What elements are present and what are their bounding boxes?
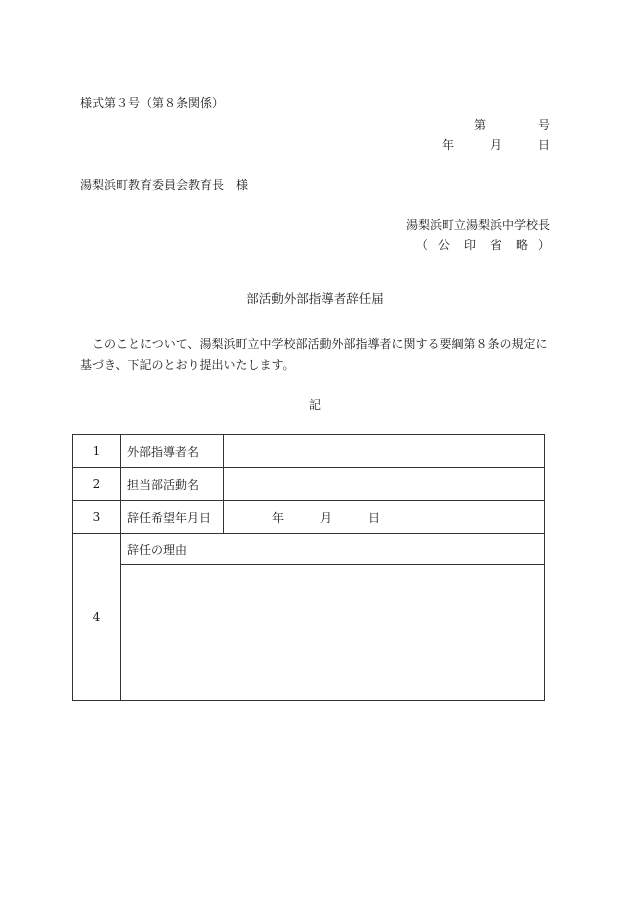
date-year: 年 [441,138,454,152]
form-number: 様式第３号（第８条関係） [80,96,225,110]
resignation-date-field[interactable] [224,501,545,534]
date-year: 年 [272,510,285,525]
table-row [73,565,545,701]
instructor-name-field[interactable] [224,435,545,468]
row-number: 4 [73,534,121,701]
row-label: 担当部活動名 [121,468,224,501]
number-prefix: 第 [473,118,486,132]
table-row [73,435,545,468]
number-suffix: 号 [537,118,550,132]
date-month: 月 [320,510,333,525]
ki-heading: 記 [308,398,321,412]
row-label: 外部指導者名 [121,435,224,468]
table-row [73,501,545,534]
resignation-reason-field[interactable] [121,565,545,701]
seal-open-paren: （ [415,238,428,252]
seal-char: 公 [437,238,450,252]
date-day: 日 [368,510,381,525]
date-month: 月 [489,138,502,152]
seal-close-paren: ） [537,238,550,252]
table-row [73,468,545,501]
seal-char: 略 [515,238,528,252]
row-number: 2 [73,468,121,501]
seal-char: 印 [463,238,476,252]
date-line [442,138,550,152]
club-name-field[interactable] [224,468,545,501]
date-day: 日 [537,138,550,152]
resignation-form-table [72,434,545,701]
row-label: 辞任希望年月日 [121,501,224,534]
sender-name: 湯梨浜町立湯梨浜中学校長 [405,218,550,232]
seal-omitted-note [416,238,550,252]
document-number-line [474,118,550,132]
row-number: 3 [73,501,121,534]
table-row [73,534,545,565]
body-paragraph: このことについて、湯梨浜町立中学校部活動外部指導者に関する要綱第８条の規定に基づき、下記のとおり提出いたします。 [80,337,548,372]
document-title: 部活動外部指導者辞任届 [246,291,384,306]
addressee: 湯梨浜町教育委員会教育長 様 [80,178,249,192]
row-label: 辞任の理由 [121,534,545,565]
row-number: 1 [73,435,121,468]
seal-char: 省 [489,238,502,252]
